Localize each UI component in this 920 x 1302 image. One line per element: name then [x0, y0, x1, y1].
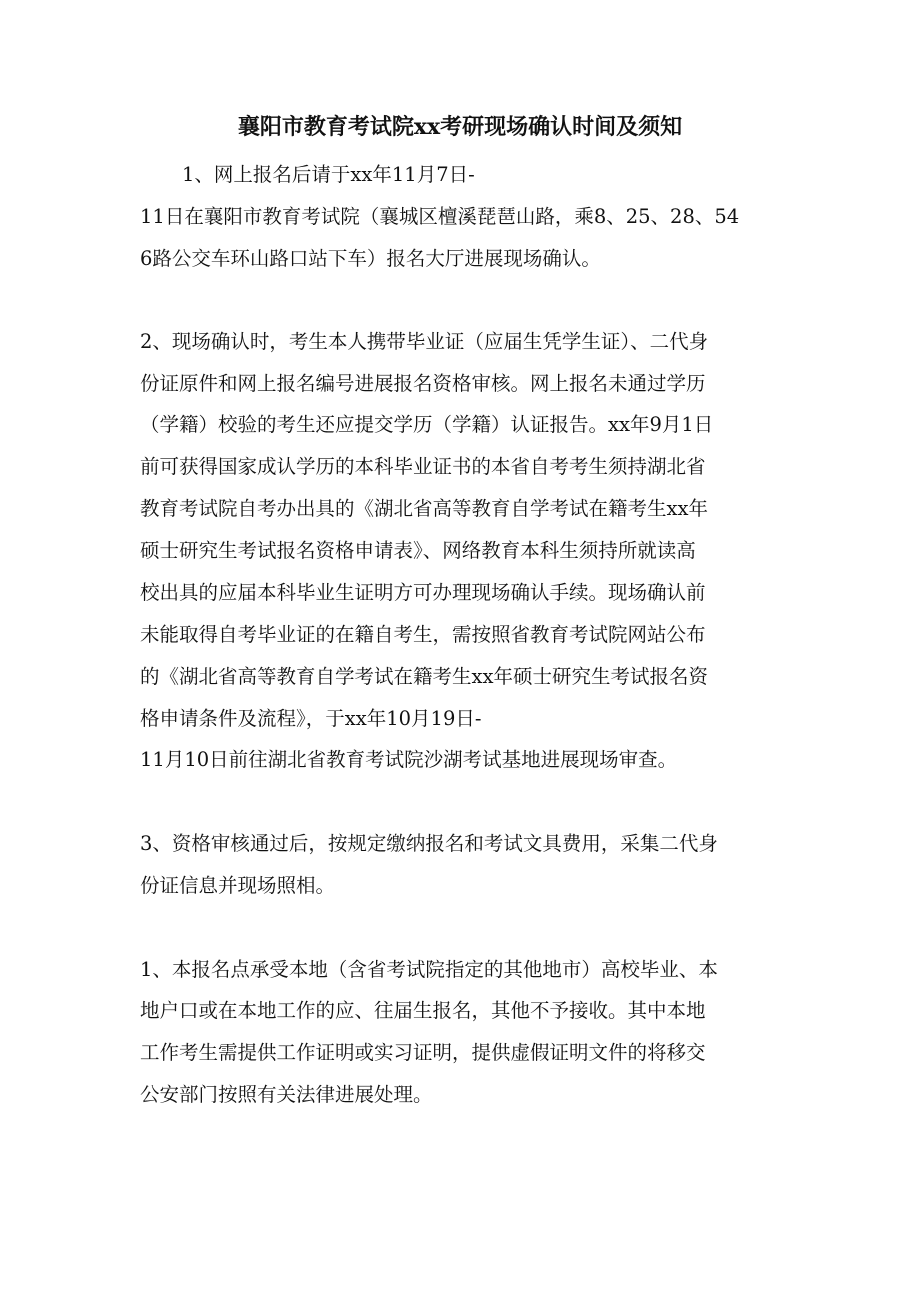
body-line: 前可获得国家成认学历的本科毕业证书的本省自考考生须持湖北省 [140, 455, 706, 478]
body-line: 11日在襄阳市教育考试院（襄城区檀溪琵琶山路，乘8、25、28、54 [140, 205, 740, 228]
body-line: 3、资格审核通过后，按规定缴纳报名和考试文具费用，采集二代身 [140, 832, 718, 855]
body-line: 公安部门按照有关法律进展处理。 [140, 1083, 433, 1106]
body-line: 地户口或在本地工作的应、往届生报名，其他不予接收。其中本地 [140, 999, 706, 1022]
body-line: 1、网上报名后请于xx年11月7日- [182, 163, 475, 186]
body-line: 6路公交车环山路口站下车）报名大厅进展现场确认。 [140, 247, 601, 270]
body-line: 份证信息并现场照相。 [140, 874, 336, 897]
body-line: 2、现场确认时，考生本人携带毕业证（应届生凭学生证）、二代身 [140, 330, 709, 353]
body-line: 未能取得自考毕业证的在籍自考生，需按照省教育考试院网站公布 [140, 623, 706, 646]
body-line: 校出具的应届本科毕业生证明方可办理现场确认手续。现场确认前 [140, 581, 706, 604]
body-line: 教育考试院自考办出具的《湖北省高等教育自学考试在籍考生xx年 [140, 497, 708, 520]
body-line: 1、本报名点承受本地（含省考试院指定的其他地市）高校毕业、本 [140, 958, 718, 981]
body-line: 的《湖北省高等教育自学考试在籍考生xx年硕士研究生考试报名资 [140, 665, 708, 688]
body-line: 份证原件和网上报名编号进展报名资格审核。网上报名未通过学历 [140, 372, 706, 395]
body-line: （学籍）校验的考生还应提交学历（学籍）认证报告。xx年9月1日 [140, 413, 714, 436]
body-line: 11月10日前往湖北省教育考试院沙湖考试基地进展现场审查。 [140, 748, 678, 771]
body-line: 硕士研究生考试报名资格申请表》、网络教育本科生须持所就读高 [140, 539, 696, 562]
document-title: 襄阳市教育考试院xx考研现场确认时间及须知 [237, 114, 683, 140]
body-line: 格申请条件及流程》，于xx年10月19日- [140, 707, 482, 730]
body-line: 工作考生需提供工作证明或实习证明，提供虚假证明文件的将移交 [140, 1041, 706, 1064]
